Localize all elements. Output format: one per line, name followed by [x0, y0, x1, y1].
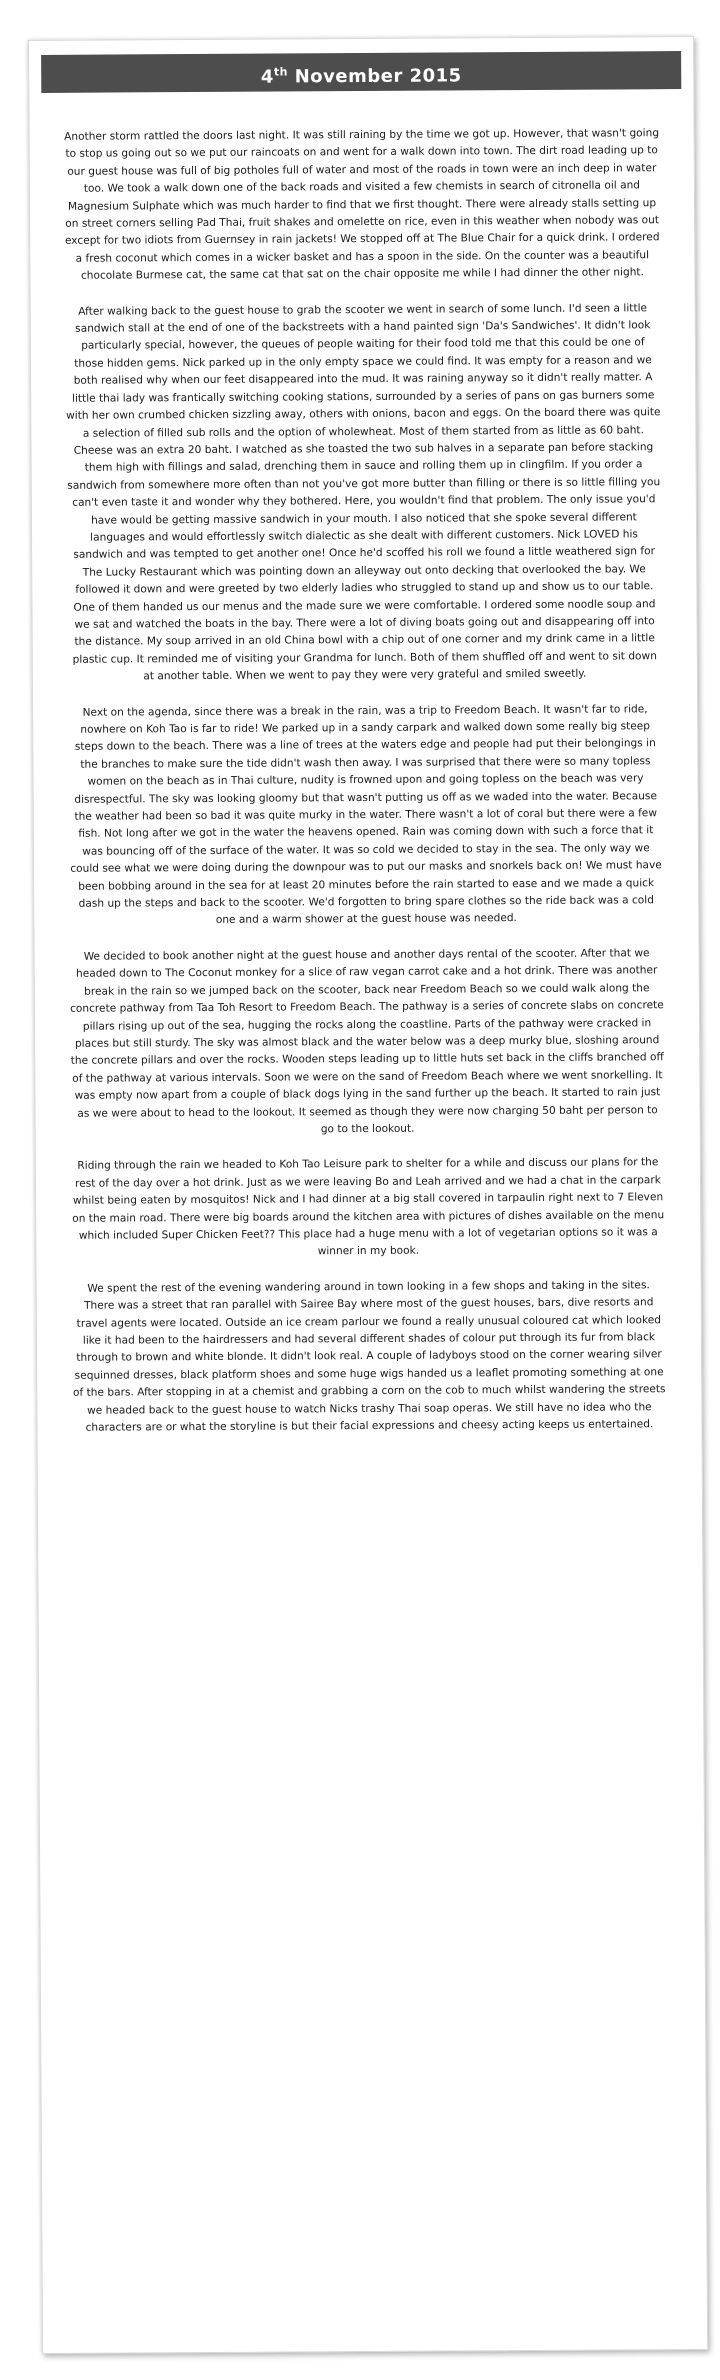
journal-body: [64, 125, 668, 1455]
paragraph-1: Another storm rattled the doors last night. It was still raining by the time we got up. However, that wasn't going to stop us going out so we put our raincoats on and went for a walk down into town. The dirt road leading up to our guest house was full of big potholes full of water and most of the roads in town were an inch deep in water too. We took a walk down one of the back roads and visited a few chemists in search of citronella oil and Magnesium Sulphate which was much harder to find that we first thought. There were already stalls setting up on street corners selling Pad Thai, fruit shakes and omelette on rice, even in this weather when nobody was out except for two idiots from Guernsey in rain jackets! We stopped off at The Blue Chair for a quick drink. I ordered a fresh coconut which comes in a wicker basket and has a spoon in the side. On the counter was a beautiful chocolate Burmese cat, the same cat that sat on the chair opposite me while I had dinner the other night.: [64, 127, 660, 282]
paragraph-5: Riding through the rain we headed to Koh Tao Leisure park to shelter for a while and discuss our plans for the rest of the day over a hot drink. Just as we were leaving Bo and Leah arrived and we had a chat in the carpark whilst being eaten by mosquitos! Nick and I had dinner at a big stall covered in tarpaulin right next to 7 Eleven on the main road. There were big boards around the kitchen area with pictures of dishes available on the menu which included Super Chicken Feet?? This place had a huge menu with a lot of vegetarian options so it was a winner in my book.: [72, 1156, 665, 1258]
paragraph-2: After walking back to the guest house to grab the scooter we went in search of some lunch. I'd seen a little sandwich stall at the end of one of the backstreets with a hand painted sign 'Da's Sandwiches'. It didn't look particularly special, however, the queues of people waiting for their food told me that this could be one of those hidden gems. Nick parked up in the only empty space we could find. It was empty for a reason and we both realised why when our feet disappeared into the mud. It was raining anyway so it didn't really matter. A little thai lady was frantically switching cooking stations, surrounded by a series of pans on gas burners some with her own crumbed chicken sizzling away, others with onions, bacon and eggs. On the board there was quite a selection of filled sub rolls and the option of wholewheat. Most of them started from as little as 60 baht. Cheese was an extra 20 baht. I watched as she toasted the two sub halves in a separate pan before stacking them high with fillings and salad, drenching them in sauce and rolling them up in clingfilm. If you order a sandwich from somewhere more often than not you've got more butter than filling or there is so little filling you can't even taste it and wonder why they bothered. Here, you wouldn't find that problem. The only issue you'd have would be getting massive sandwich in your mouth. I also noticed that she spoke several different languages and would effortlessly switch dialectic as she dealt with different customers. Nick LOVED his sandwich and was tempted to get another one! Once he'd scoffed his roll we found a little weathered sign for The Lucky Restaurant which was pointing down an alleyway out onto decking that overlooked the bay. We followed it down and were greeted by two elderly ladies who struggled to stand up and show us to our table. One of them handed us our menus and the made sure we were comfortable. I ordered some noodle soup and we sat and watched the boats in the bay. There were a lot of diving boats going out and disappearing off into the distance. My soup arrived in an old China bowl with a chip out of one corner and my drink came in a little plastic cup. It reminded me of visiting your Grandma for lunch. Both of them shuffled off and went to sit down at another table. When we went to pay they were very grateful and smiled sweetly.: [66, 301, 661, 683]
journal-page: [28, 36, 708, 2354]
paragraph-3: Next on the agenda, since there was a break in the rain, was a trip to Freedom Beach. It wasn't far to ride, nowhere on Koh Tao is far to ride! We parked up in a sandy carpark and walked down some really big steep steps down to the beach. There was a line of trees at the waters edge and people had put their belongings in the branches to make sure the tide didn't wash then away. I was surprised that there were so many topless women on the beach as in Thai culture, nudity is frowned upon and going topless on the beach was very disrespectful. The sky was looking gloomy but that wasn't putting us off as we waded into the water. Because the weather had been so bad it was quite murky in the water. There wasn't a lot of coral but there were a few fish. Not long after we got in the water the heavens opened. Rain was coming down with such a force that it was bouncing off of the surface of the water. It was so cold we decided to stay in the sea. The only way we could see what we were doing during the downpour was to put our masks and snorkels back on! We must have been bobbing around in the sea for at least 20 minutes before the rain started to ease and we made a quick dash up the steps and back to the scooter. We'd forgotten to bring spare clothes so the ride back was a cold one and a warm shower at the guest house was needed.: [70, 702, 662, 927]
title-month-year: November 2015: [294, 65, 462, 88]
paragraph-6: We spent the rest of the evening wandering around in town looking in a few shops and taking in the sites. There was a street that ran parallel with Sairee Bay where most of the guest houses, bars, dive resorts and travel agents were located. Outside an ice cream parlour we found a really unusual coloured cat which looked like it had been to the hairdressers and had several different shades of colour put through its fur from black through to brown and white blonde. It didn't look real. A couple of ladyboys stood on the corner wearing silver sequinned dresses, black platform shoes and some huge wigs handed us a leaflet promoting something at one of the bars. After stopping in at a chemist and grabbing a corn on the cob to much whilst wandering the streets we headed back to the guest house to watch Nicks trashy Thai soap operas. We still have no idea who the characters are or what the storyline is but their facial expressions and cheesy acting keeps us entertained.: [72, 1279, 666, 1434]
page-title: [41, 51, 681, 93]
paragraph-4: We decided to book another night at the guest house and another days rental of the scooter. After that we headed down to The Coconut monkey for a slice of raw vegan carrot cake and a hot drink. There was another break in the rain so we jumped back on the scooter, back near Freedom Beach so we could walk along the concrete pathway from Taa Toh Resort to Freedom Beach. The pathway is a series of concrete slabs on concrete pillars rising up out of the sea, hugging the rocks along the coastline. Parts of the pathway were cracked in places but still sturdy. The sky was almost black and the water below was a deep murky blue, sloshing around the concrete pillars and over the rocks. Wooden steps leading up to little huts set back in the cliffs branched off of the pathway at various intervals. Soon we were on the sand of Freedom Beach where we went snorkelling. It was empty now apart from a couple of black dogs lying in the sand further up the beach. It started to rain just as we were about to head to the lookout. It seemed as though they were now charging 50 baht per person to go to the lookout.: [70, 947, 664, 1136]
title-day-suffix: th: [273, 65, 288, 79]
title-day: 4: [260, 66, 274, 88]
